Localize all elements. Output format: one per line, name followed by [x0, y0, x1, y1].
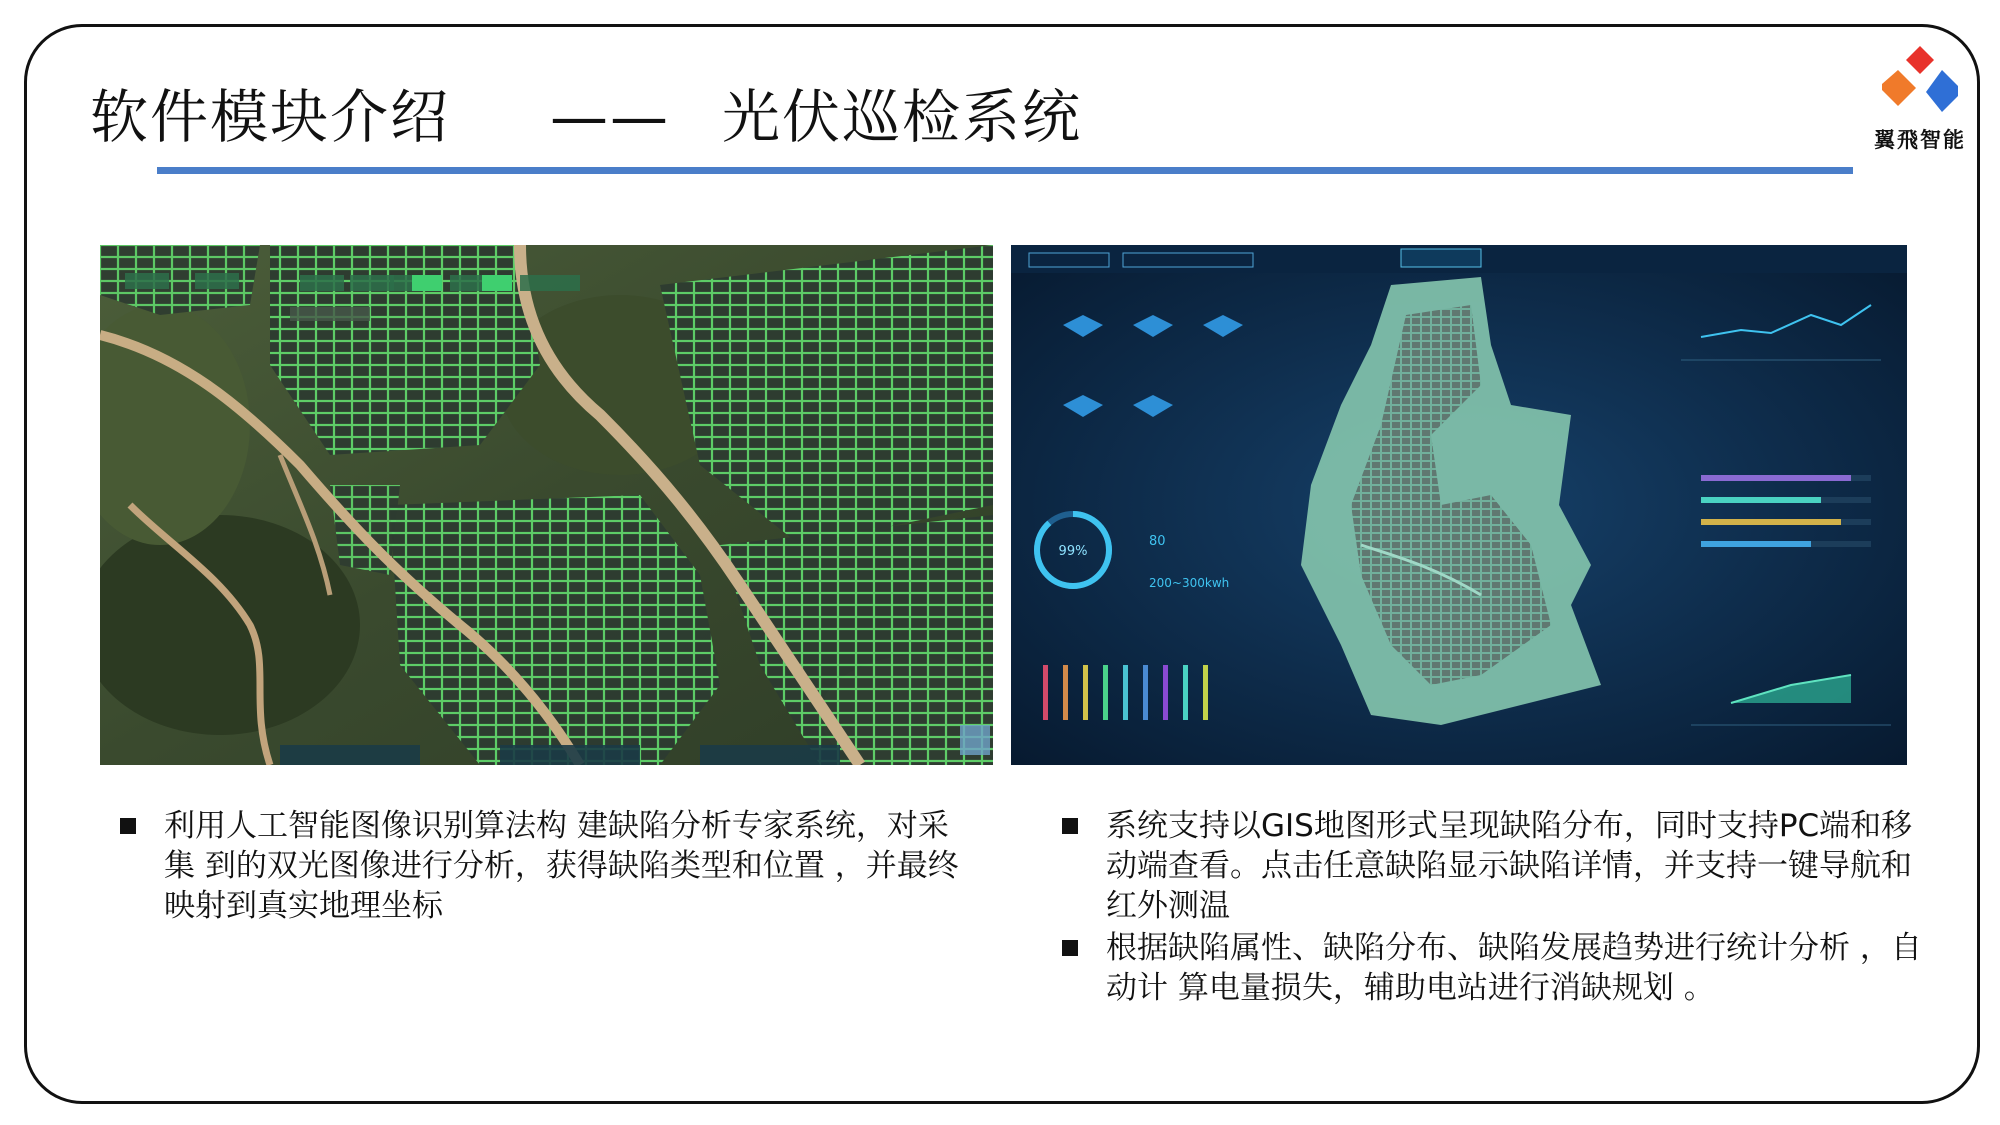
bullet-square-icon: [1062, 940, 1078, 956]
right-bullet-list: [1060, 806, 1930, 1010]
aerial-scene: [100, 245, 993, 765]
stat-value-2: 200~300kwh: [1149, 576, 1230, 590]
company-logo-text: 翼飛智能: [1874, 128, 1966, 152]
gauge-value: 99%: [1058, 544, 1088, 559]
slide-title: [90, 70, 1082, 154]
left-bullet-list: [118, 806, 978, 928]
title-underline: [157, 167, 1853, 174]
gis-dashboard-image: [1011, 245, 1907, 765]
defect-type-bars: [1043, 665, 1208, 720]
bullet-item: [1060, 806, 1930, 926]
bullet-text: 根据缺陷属性、缺陷分布、缺陷发展趋势进行统计分析 ，自动计 算电量损失，辅助电站进行消缺规划 。: [1106, 930, 1922, 1006]
title-main: 软件模块介绍: [90, 83, 451, 151]
solar-farm-aerial-image: [100, 245, 993, 765]
title-subtitle: 光伏巡检系统: [722, 83, 1083, 151]
bullet-square-icon: [1062, 818, 1078, 834]
stat-value-1: 80: [1149, 534, 1166, 549]
bullet-text: 利用人工智能图像识别算法构 建缺陷分析专家系统，对采集 到的双光图像进行分析，获得缺陷类型和位置 ，并最终映射到真实地理坐标: [164, 808, 959, 924]
dashboard-scene: [1011, 245, 1907, 765]
bullet-item: [1060, 928, 1930, 1008]
title-dash: ——: [550, 83, 671, 151]
bullet-text: 系统支持以GIS地图形式呈现缺陷分布，同时支持PC端和移动端查看。点击任意缺陷显示缺陷详情，并支持一键导航和红外测温: [1106, 808, 1913, 924]
bullet-item: [118, 806, 978, 926]
bullet-square-icon: [120, 818, 136, 834]
